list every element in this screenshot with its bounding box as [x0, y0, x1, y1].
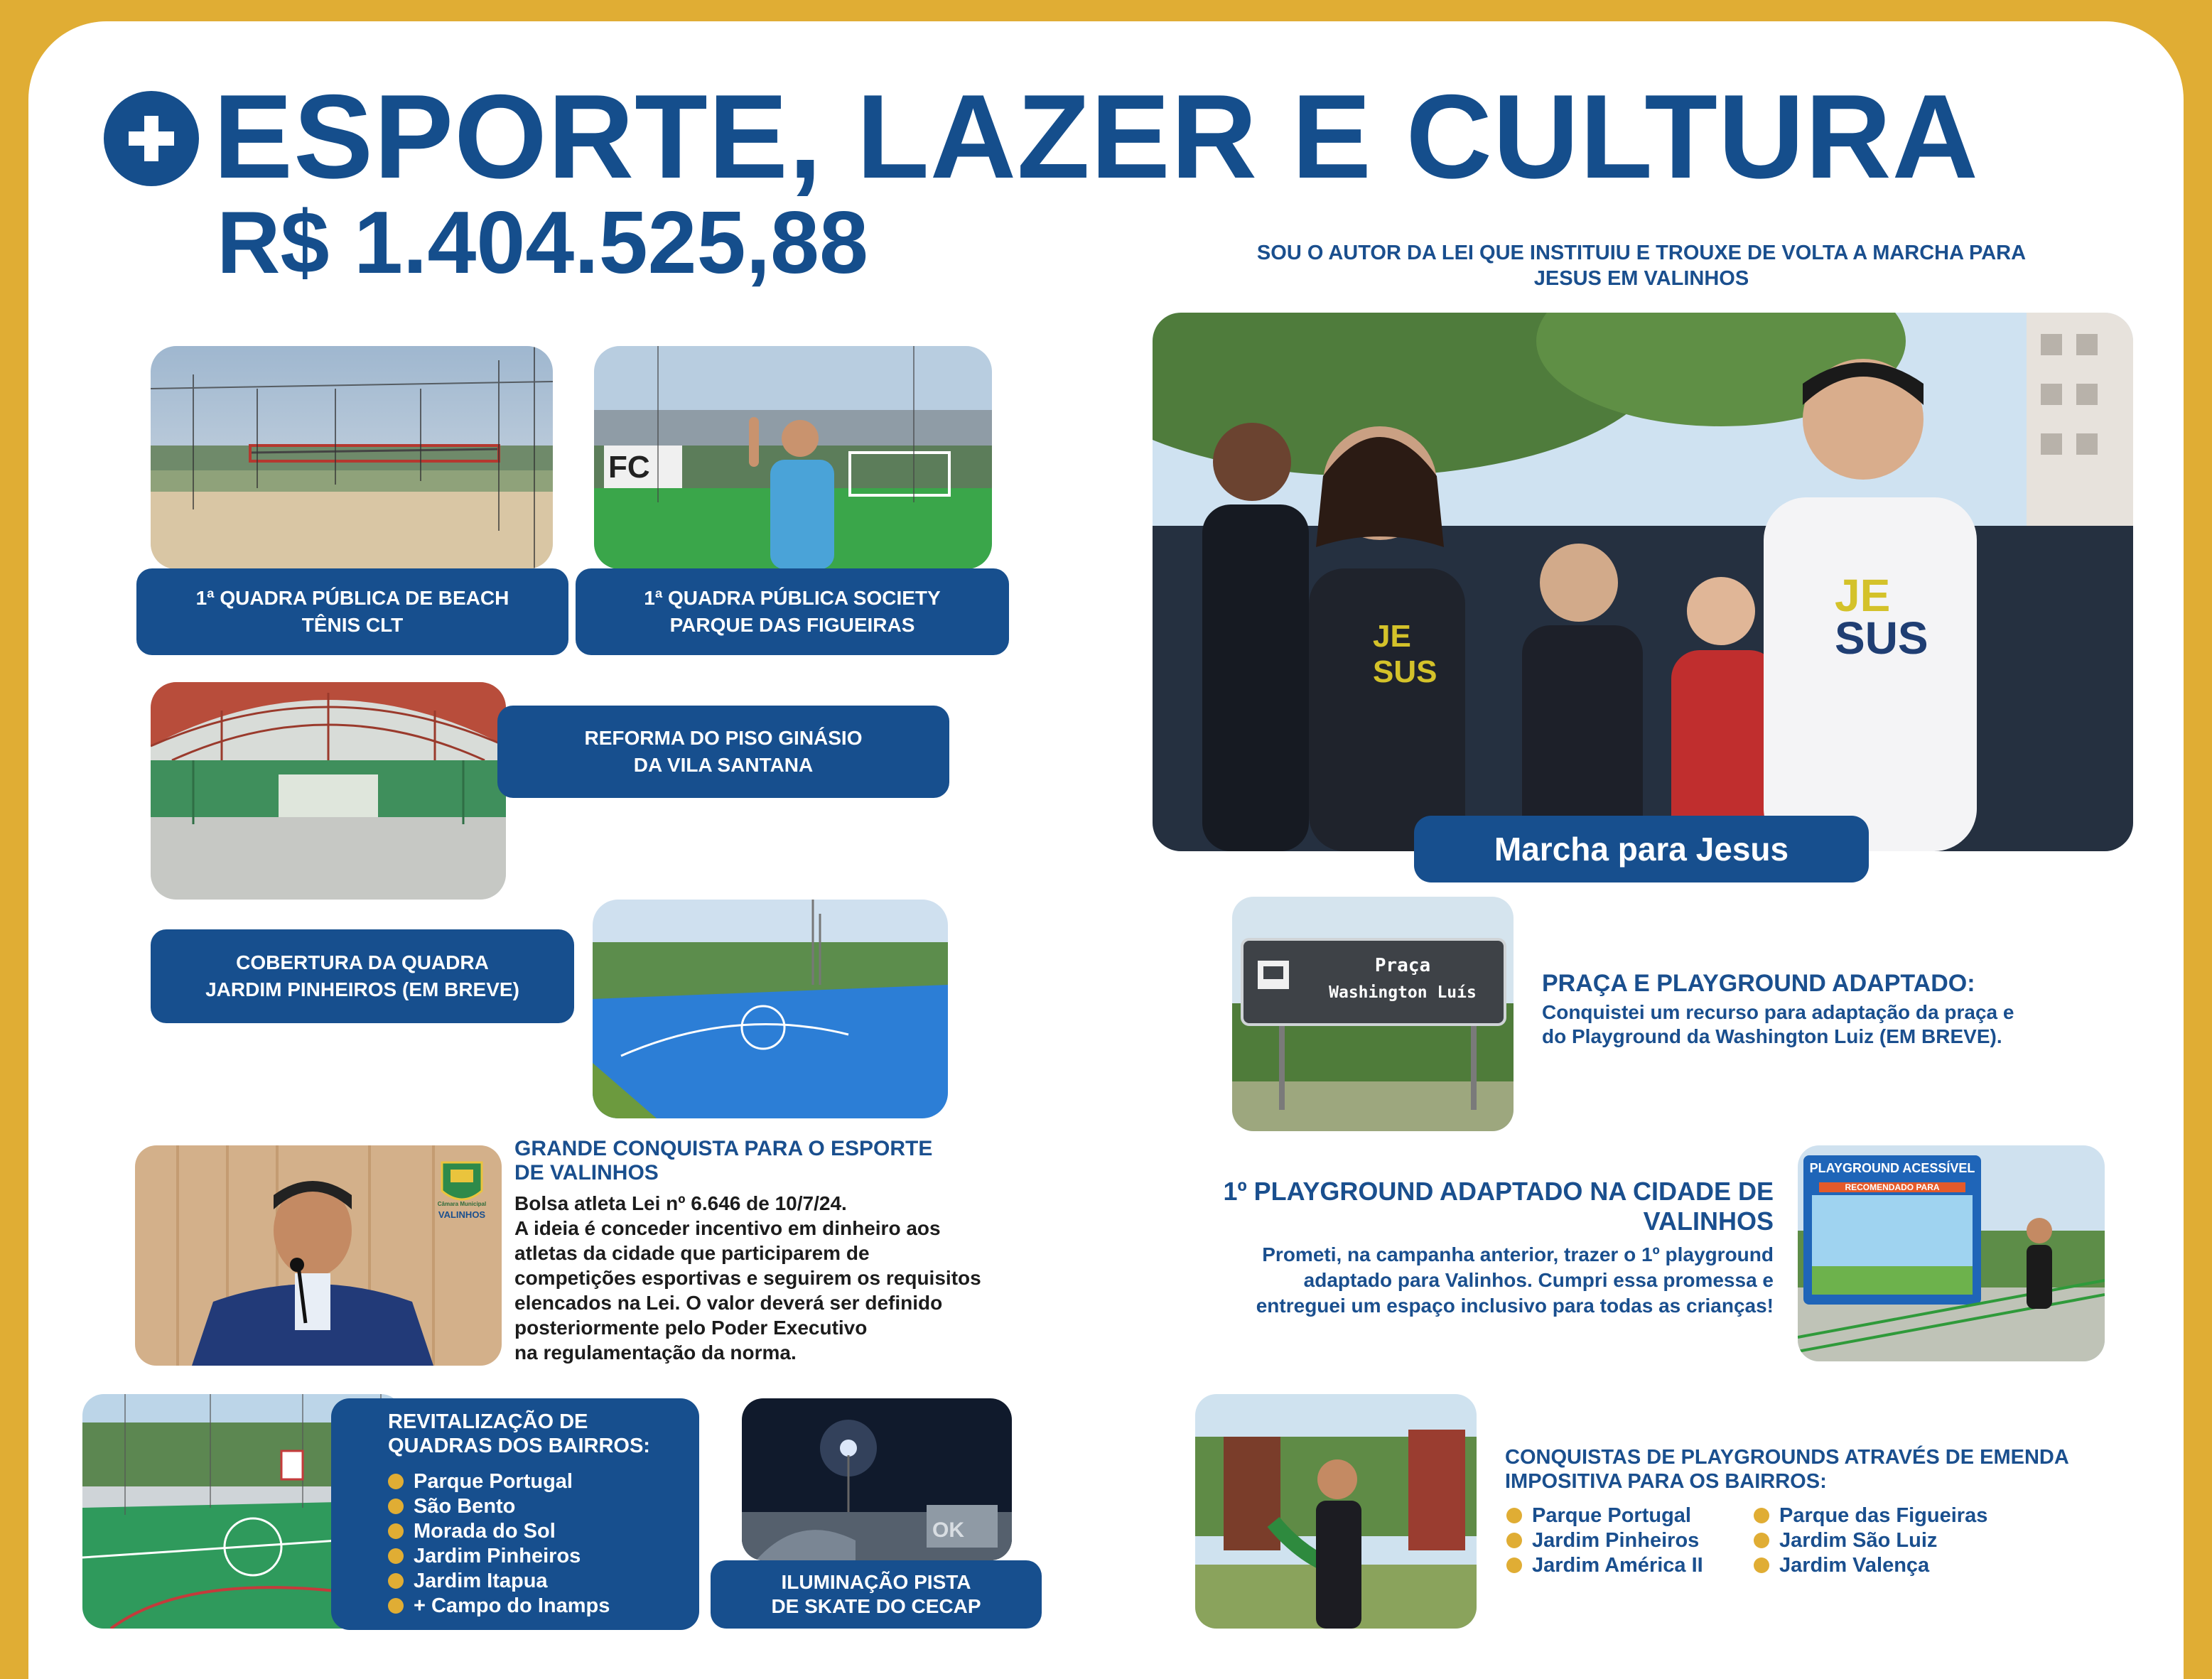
list-item: Jardim Itapua: [388, 1569, 699, 1594]
society-court-photo: [594, 346, 992, 569]
bullet-icon: [388, 1523, 404, 1539]
gymnasium-label: REFORMA DO PISO GINÁSIO DA VILA SANTANA: [497, 706, 949, 798]
plus-circle-icon: [104, 91, 199, 186]
emenda-list-col2: [1754, 1503, 1987, 1578]
playground-sign-title: PLAYGROUND ACESSÍVEL: [1809, 1161, 1975, 1175]
accessible-playground-photo: [1798, 1145, 2105, 1361]
marcha-label: Marcha para Jesus: [1414, 816, 1869, 882]
bullet-icon: [1506, 1557, 1522, 1573]
praca-sign-line1: Praça: [1374, 955, 1431, 976]
svg-text:JE: JE: [1373, 619, 1411, 654]
praca-text: Conquistei um recurso para adaptação da praça e do Playground da Washington Luiz (EM BREVE).: [1542, 1001, 2014, 1047]
revitalization-heading: REVITALIZAÇÃO DE QUADRAS DOS BAIRROS:: [388, 1410, 650, 1457]
praca-heading: PRAÇA E PLAYGROUND ADAPTADO:: [1542, 970, 1975, 997]
valinhos-chamber-logo: Câmara Municipal VALINHOS: [433, 1157, 490, 1225]
svg-text:SUS: SUS: [1373, 654, 1437, 689]
bolsa-description: Bolsa atleta Lei nº 6.646 de 10/7/24. A ideia é conceder incentivo em dinheiro aos atletas da cidade que participarem de competições esportivas e seguirem os requisitos elencados na Lei. O valor deverá ser definido posteriormente pelo Poder Executivo na regulamentação da norma.: [514, 1192, 981, 1364]
court-cover-photo: [593, 900, 948, 1118]
marcha-intro: SOU O AUTOR DA LEI QUE INSTITUIU E TROUXE DE VOLTA A MARCHA PARA JESUS EM VALINHOS: [1256, 242, 2027, 290]
playground-heading: 1º PLAYGROUND ADAPTADO NA CIDADE DE VALINHOS: [1223, 1177, 1774, 1236]
bullet-icon: [1506, 1508, 1522, 1523]
playground-sign-sub: RECOMENDADO PARA: [1819, 1182, 1965, 1192]
svg-text:SUS: SUS: [1835, 612, 1928, 664]
budget-amount: R$ 1.404.525,88: [217, 194, 868, 292]
list-item: + Campo do Inamps: [388, 1594, 699, 1619]
list-item: Jardim Valença: [1754, 1553, 1987, 1578]
list-item: Jardim São Luiz: [1754, 1528, 1987, 1553]
beach-tennis-label: 1ª QUADRA PÚBLICA DE BEACH TÊNIS CLT: [136, 568, 568, 655]
court-cover-label: COBERTURA DA QUADRA JARDIM PINHEIROS (EM BREVE): [151, 929, 574, 1023]
svg-text:JE: JE: [1835, 570, 1891, 621]
bullet-icon: [388, 1548, 404, 1564]
list-item: Jardim Pinheiros: [388, 1544, 699, 1569]
svg-text:FC: FC: [608, 450, 650, 485]
praca-sign-photo: [1232, 897, 1514, 1131]
bullet-icon: [1754, 1557, 1769, 1573]
list-item: Jardim Pinheiros: [1506, 1528, 1703, 1553]
bullet-icon: [388, 1499, 404, 1514]
skate-park-photo: [742, 1398, 1012, 1560]
list-item: Morada do Sol: [388, 1519, 699, 1544]
emenda-list-col1: [1506, 1503, 1703, 1578]
svg-text:OK: OK: [932, 1518, 964, 1542]
beach-tennis-photo: [151, 346, 553, 569]
praca-sign-line2: Washington Luís: [1329, 983, 1477, 1002]
revitalization-list: [388, 1469, 699, 1619]
gymnasium-photo: [151, 682, 506, 900]
playground-text: Prometi, na campanha anterior, trazer o 1º playground adaptado para Valinhos. Cumpri essa promessa e entreguei um espaço inclusivo para todas as crianças!: [1256, 1243, 1774, 1317]
page-title: ESPORTE, LAZER E CULTURA: [213, 70, 1979, 203]
marcha-photo: [1153, 313, 2133, 851]
revitalization-panel: [331, 1398, 699, 1630]
playground-emenda-photo: [1195, 1394, 1477, 1629]
skate-label: ILUMINAÇÃO PISTA DE SKATE DO CECAP: [711, 1560, 1042, 1629]
bullet-icon: [388, 1573, 404, 1589]
list-item: Parque Portugal: [388, 1469, 699, 1494]
bolsa-heading: GRANDE CONQUISTA PARA O ESPORTE DE VALINHOS: [514, 1137, 933, 1184]
bullet-icon: [388, 1598, 404, 1614]
list-item: Parque Portugal: [1506, 1503, 1703, 1528]
list-item: São Bento: [388, 1494, 699, 1519]
society-court-label: 1ª QUADRA PÚBLICA SOCIETY PARQUE DAS FIGUEIRAS: [576, 568, 1009, 655]
bullet-icon: [1754, 1533, 1769, 1548]
list-item: Jardim América II: [1506, 1553, 1703, 1578]
bullet-icon: [1506, 1533, 1522, 1548]
bullet-icon: [388, 1474, 404, 1489]
emenda-heading: CONQUISTAS DE PLAYGROUNDS ATRAVÉS DE EMENDA IMPOSITIVA PARA OS BAIRROS:: [1505, 1446, 2069, 1493]
list-item: Parque das Figueiras: [1754, 1503, 1987, 1528]
bullet-icon: [1754, 1508, 1769, 1523]
